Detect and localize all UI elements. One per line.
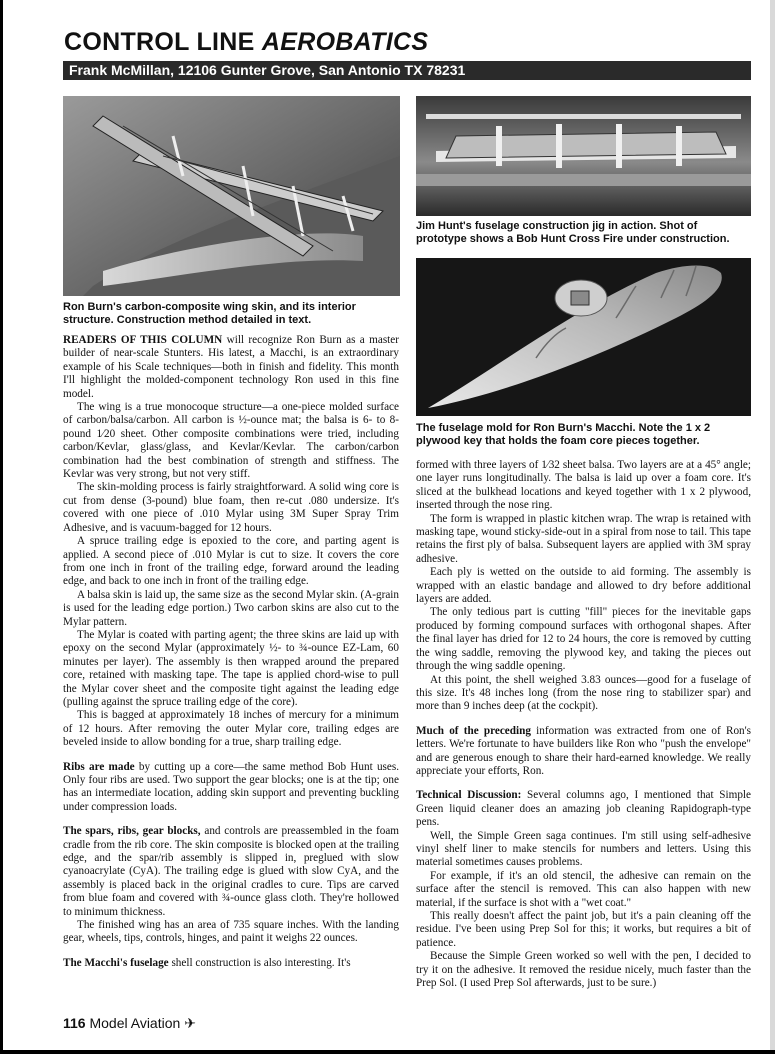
ribs-lead: Ribs are made xyxy=(63,760,135,773)
paragraph: For example, if it's an old stencil, the adhesive can remain on the surface after the stencil is removed. This can also happen with new material, if the surface is shot with a "wet coat." xyxy=(416,869,751,909)
left-column xyxy=(63,334,399,970)
paragraph: The wing is a true monocoque structure—a one-piece molded surface of carbon/balsa/carbon. All carbon is ½-ounce mat; the balsa is 6- to 8-pound 1⁄20 sheet. Other composite combinations were tried, including carbon/Kevlar, glass/glass, and Kevlar/Kevlar. The carbon/carbon combination had the best combination of strength and stiffness. The Kevlar was very strong, but not very stiff. xyxy=(63,401,399,481)
mold-photo-caption: The fuselage mold for Ron Burn's Macchi. Note the 1 x 2 plywood key that holds the foam core pieces together. xyxy=(416,422,711,447)
ribs-paragraph xyxy=(63,761,399,815)
fuselage-paragraph xyxy=(63,957,399,970)
paragraph: At this point, the shell weighed 3.83 ounces—good for a fuselage of this size. It's 48 inches long (from the nose ring to stabilizer spar) and more than 9 inches deep (at the cockpit). xyxy=(416,673,751,713)
technical-paragraph xyxy=(416,789,751,829)
paragraph: The skin-molding process is fairly straightforward. A solid wing core is cut from dense (3-pound) blue foam, then re-cut .080 undersize. It's covered with one piece of .010 Mylar using 3M Super Spray Trim Adhesive, and is vacuum-bagged for 12 hours. xyxy=(63,481,399,534)
paragraph: Each ply is wetted on the outside to aid forming. The assembly is wrapped with an elastic bandage and allowed to dry before additional layers are added. xyxy=(416,566,751,606)
title-part1: CONTROL LINE xyxy=(64,28,255,56)
wing-photo xyxy=(63,96,400,296)
intro-text: will recognize Ron Burn as a master builder of near-scale Stunters. His latest, a Macchi, is an extraordinary example of his Scale techniques—both in finish and fidelity. This month I'll highlight the molded-component technology Ron used in this fine model. xyxy=(63,334,399,400)
spars-paragraph xyxy=(63,825,399,919)
intro-paragraph xyxy=(63,334,399,401)
fuselage-text: shell construction is also interesting. It's xyxy=(168,956,351,969)
right-column xyxy=(416,459,751,990)
paragraph: Well, the Simple Green saga continues. I'm still using self-adhesive vinyl shelf liner to make stencils for numbers and letters. Using this material sometimes causes problems. xyxy=(416,829,751,869)
page-title xyxy=(64,28,428,57)
paragraph: The form is wrapped in plastic kitchen wrap. The wrap is retained with masking tape, wound sticky-side-out in a spiral from nose to tail. This tape retains the first ply of balsa. Subsequent layers are applied with 3M spray adhesive. xyxy=(416,512,751,565)
paragraph: Because the Simple Green worked so well with the pen, I decided to try it on the adhesive. It removed the residue nicely, much faster than the Prep Sol. (I used Prep Sol afterwards, just to be sure.) xyxy=(416,950,751,990)
page-footer xyxy=(63,1015,196,1032)
technical-lead: Technical Discussion: xyxy=(416,789,522,802)
mold-photo xyxy=(416,258,751,416)
author-bar: Frank McMillan, 12106 Gunter Grove, San Antonio TX 78231 xyxy=(63,61,751,80)
wing-photo-caption: Ron Burn's carbon-composite wing skin, and its interior structure. Construction method detailed in text. xyxy=(63,301,356,326)
ribs-text: by cutting up a core—the same method Bob Hunt uses. Only four ribs are used. Two support the gear blocks; one is at the tip; one has an intermediate location, adding skin support and preventing buckling under compression loads. xyxy=(63,760,400,813)
preceding-paragraph xyxy=(416,725,751,779)
paragraph: This really doesn't affect the paint job, but it's a pain cleaning off the residue. I've been using Prep Sol for this; it works, but requires a bit of patience. xyxy=(416,910,751,949)
paragraph: The finished wing has an area of 735 square inches. With the landing gear, wheels, tips, controls, hinges, and paint it weighs 22 ounces. xyxy=(63,919,399,945)
jig-photo-caption: Jim Hunt's fuselage construction jig in action. Shot of prototype shows a Bob Hunt Cross Fire under construction. xyxy=(416,220,730,245)
preceding-lead: Much of the preceding xyxy=(416,724,531,737)
scan-edge-bottom xyxy=(0,1050,775,1054)
technical-text: Several columns ago, I mentioned that Simple Green liquid cleaner does an amazing job cleaning Rapidograph-type pens. xyxy=(416,789,751,829)
intro-lead: READERS OF THIS COLUMN xyxy=(63,334,223,346)
paragraph: A balsa skin is laid up, the same size as the second Mylar skin. (A-grain is used for the leading edge portion.) Two carbon skins are also cut to the Mylar pattern. xyxy=(63,588,399,628)
paragraph: The only tedious part is cutting "fill" pieces for the inevitable gaps produced by forming compound surfaces with orthogonal shapes. After the final layer has dried for 12 to 24 hours, the core is removed by cutting the wing saddle, removing the plywood key, and taking the pieces out through the wing saddle opening. xyxy=(416,606,751,673)
scan-edge-left xyxy=(0,0,3,1054)
title-part2: AEROBATICS xyxy=(261,28,429,56)
page-number: 116 xyxy=(63,1015,86,1031)
paragraph: The Mylar is coated with parting agent; the three skins are laid up with epoxy on the second Mylar (approximately ½- to ¾-ounce EZ-Lam, 60 minutes per layer). The assembly is then wrapped around the prepared core, retained with masking tape. The tape is applied chord-wise to pull the Mylar cover sheet and the composite tight against the leading edge (pulling against the spruce trailing edge of the core). xyxy=(63,628,399,708)
airplane-icon: ✈ xyxy=(184,1015,196,1031)
preceding-text: information was extracted from one of Ron's letters. We're fortunate to have builders like Ron who "push the envelope" and are generous enough to share their hard-earned knowledge. We really appreciate your efforts, Ron. xyxy=(416,724,752,777)
fuselage-lead: The Macchi's fuselage xyxy=(63,956,169,969)
paragraph: A spruce trailing edge is epoxied to the core, and parting agent is applied. A second piece of .010 Mylar is cut to size. It covers the core from one inch in front of the trailing edge, forward around the leading edge, and back to one inch in front of the trailing edge. xyxy=(63,535,399,588)
magazine-name: Model Aviation xyxy=(89,1015,181,1031)
jig-photo xyxy=(416,96,751,216)
paragraph: This is bagged at approximately 18 inches of mercury for a minimum of 12 hours. After removing the outer Mylar core, trailing edges are beveled inside to allow bonding for a true, sharp trailing edge. xyxy=(63,709,399,749)
spars-lead: The spars, ribs, gear blocks, xyxy=(63,825,201,838)
paragraph: formed with three layers of 1⁄32 sheet balsa. Two layers are at a 45° angle; one layer runs longitudinally. The balsa is laid up over a foam core. It's sliced at the bulkhead locations and keyed together with 1 x 2 plywood, inserted through the nose ring. xyxy=(416,459,751,512)
scan-edge-right xyxy=(770,0,775,1054)
spars-text: and controls are preassembled in the foam cradle from the rib core. The skin composite is blocked open at the trailing edge, and the spar/rib assembly is slipped in, preglued with slow cyanoacrylate (CyA). The trailing edge is glued with slow CyA, and the assembly is placed back in the original cradles to cure. Tips are carved from blue foam and covered with ¾-ounce glass cloth. They're hollowed to minimum thickness. xyxy=(63,825,399,918)
